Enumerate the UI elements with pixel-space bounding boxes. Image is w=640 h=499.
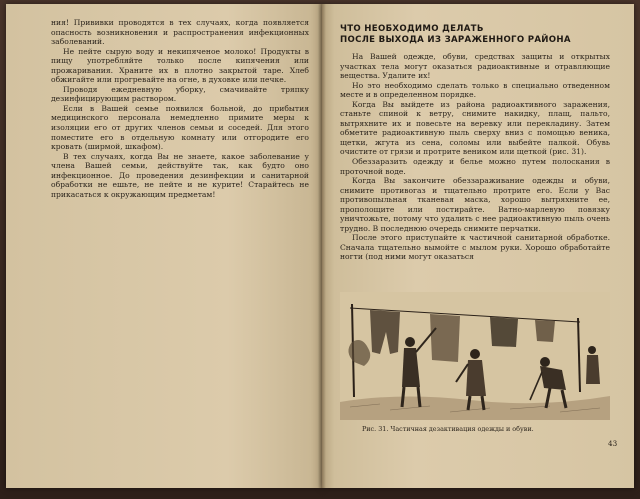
left-page-paragraph: ния! Прививки проводятся в тех случаях, когда появляется опасность возникновения и распространения инфекционных заболеваний. [51, 18, 309, 47]
right-page-text [340, 52, 610, 262]
left-page-paragraph: В тех случаях, когда Вы не знаете, какое заболевание у члена Вашей семьи, действуйте так, как будто оно инфекционное. До проведения дезинфекции и санитарной обработки не ешьте, не пейте и не курите! Старайтесь не прикасаться к окружающим предметам! [51, 151, 309, 199]
right-page-paragraph: Когда Вы выйдете из района радиоактивного заражения, станьте спиной к ветру, снимите накидку, плащ, пальто, вытряхните их и повесьте на веревку или перекладину. Затем обметите радиоактивную пыль сверху вниз с помощью веника, щетки, жгута из сена, соломы или выбейте палкой. Обувь очистите от грязи и протрите веником или щеткой (рис. 31). [340, 99, 610, 157]
left-page-paragraph: Если в Вашей семье появился больной, до прибытия медицинского персонала немедленно примите меры к изоляции его от других членов семьи и соседей. Для этого поместите его в отдельную комнату или отгородите его кровать (ширмой, шкафом). [51, 103, 309, 152]
right-page [322, 4, 634, 488]
right-page-paragraph: После этого приступайте к частичной санитарной обработке. Сначала тщательно вымойте с мылом руки. Хорошо обработайте ногти (под ними могут оказаться [340, 233, 610, 262]
section-heading [340, 24, 610, 46]
section-heading-line-1: ЧТО НЕОБХОДИМО ДЕЛАТЬ [340, 24, 484, 34]
left-page-paragraph: Не пейте сырую воду и некипяченое молоко! Продукты в пищу употребляйте только после кипячения или прожаривания. Храните их в плотно закрытой таре. Хлеб обжигайте или прогревайте на огне, в духовке или печке. [51, 46, 309, 85]
left-page [6, 4, 323, 488]
figure-caption: Рис. 31. Частичная дезактивация одежды и обуви. [362, 425, 534, 433]
right-page-paragraph: Когда Вы закончите обеззараживание одежды и обуви, снимите противогаз и тщательно протрите его. Если у Вас противопыльная тканевая маска, хорошо вытряхните ее, прополощите или постирайте. Ватно-марлевую повязку уничтожьте, потому что удалить с нее радиоактивную пыль очень трудно. В последнюю очередь снимите перчатки. [340, 176, 610, 233]
right-page-paragraph: На Вашей одежде, обуви, средствах защиты и открытых участках тела могут оказаться радиоактивные и отравляющие вещества. Удалите их! [340, 52, 610, 81]
page-number: 43 [608, 439, 618, 448]
figure-31-illustration [340, 292, 610, 420]
book-gutter [318, 4, 326, 488]
right-page-paragraph: Но это необходимо сделать только в специально отведенном месте и в определенном порядке. [340, 80, 610, 100]
right-page-paragraph: Обеззаразить одежду и белье можно путем полоскания в проточной воде. [340, 157, 610, 176]
left-page-paragraph: Проводя ежедневную уборку, смачивайте тряпку дезинфицирующим раствором. [51, 84, 309, 104]
section-heading-line-2: ПОСЛЕ ВЫХОДА ИЗ ЗАРАЖЕННОГО РАЙОНА [340, 35, 571, 45]
left-page-text [51, 18, 309, 199]
